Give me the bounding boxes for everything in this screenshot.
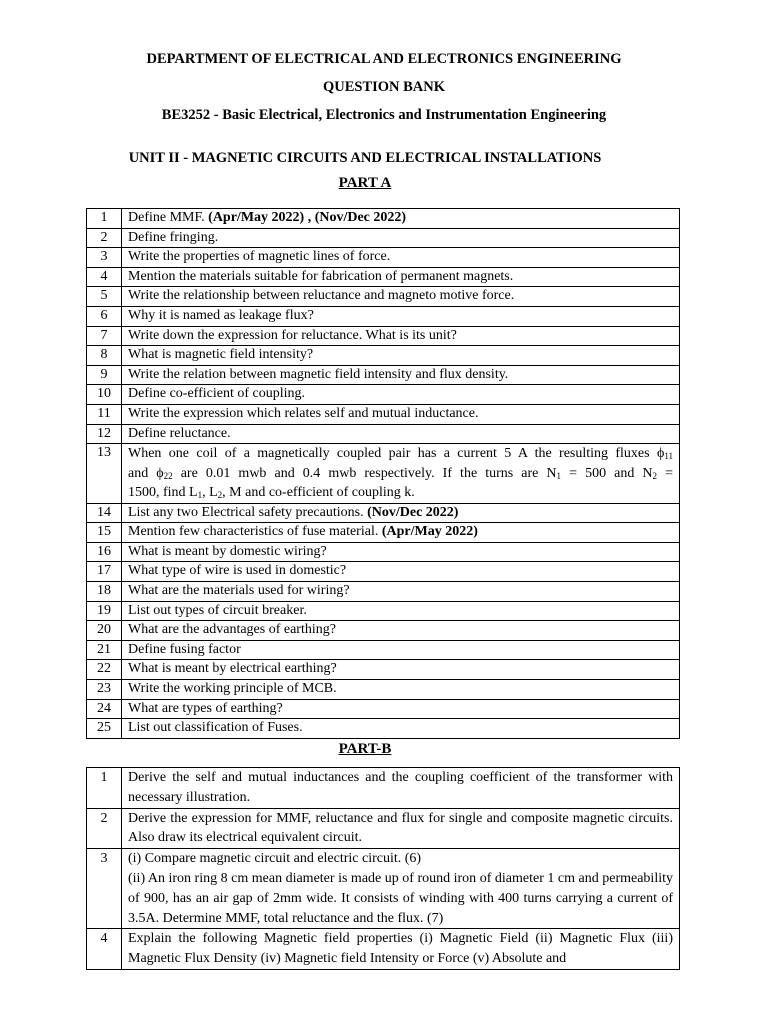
table-row — [87, 287, 680, 307]
question-text: Explain the following Magnetic field properties (i) Magnetic Field (ii) Magnetic Flux (iii) Magnetic Flux Density (iv) Magnetic field Intensity or Force (v) Absolute and — [122, 929, 680, 970]
question-label: Define MMF. — [128, 210, 209, 225]
table-row — [87, 248, 680, 268]
question-number: 1 — [87, 209, 122, 229]
question-label: What is meant by domestic wiring? — [128, 543, 327, 559]
part-b-heading: PART-B — [338, 741, 392, 757]
question-label: Write the properties of magnetic lines of force. — [128, 249, 391, 265]
question-text — [122, 621, 680, 641]
question-label: List out types of circuit breaker. — [128, 602, 307, 618]
question-text — [122, 660, 680, 680]
table-row — [87, 306, 680, 326]
question-text — [122, 719, 680, 739]
table-row — [87, 209, 680, 229]
question-text — [122, 267, 680, 287]
table-row — [87, 228, 680, 248]
table-row — [87, 404, 680, 424]
question-text — [122, 640, 680, 660]
question-number: 21 — [87, 640, 122, 660]
question-number: 15 — [87, 523, 122, 543]
question-text: Derive the self and mutual inductances and the coupling coefficient of the transformer with necessary illustration. — [122, 768, 680, 809]
question-number: 24 — [87, 699, 122, 719]
table-row — [87, 719, 680, 739]
question-number: 19 — [87, 601, 122, 621]
subscript: 1 — [197, 490, 203, 501]
question-number: 2 — [87, 228, 122, 248]
question-text — [122, 679, 680, 699]
course-heading: BE3252 - Basic Electrical, Electronics and Instrumentation Engineering — [161, 107, 607, 123]
question-number: 6 — [87, 306, 122, 326]
table-row — [87, 385, 680, 405]
question-text — [122, 542, 680, 562]
q13-text: and ϕ — [128, 465, 164, 481]
question-number: 5 — [87, 287, 122, 307]
question-label: List any two Electrical safety precautions. — [128, 504, 368, 520]
question-number: 8 — [87, 346, 122, 366]
question-number: 18 — [87, 582, 122, 602]
question-number: 25 — [87, 719, 122, 739]
question-number: 17 — [87, 562, 122, 582]
question-label: What is meant by electrical earthing? — [128, 661, 337, 677]
question-label: Mention the materials suitable for fabrication of permanent magnets. — [128, 268, 514, 284]
part-b-table — [86, 767, 680, 970]
question-text — [122, 385, 680, 405]
question-text — [122, 849, 680, 929]
subscript: 2 — [217, 490, 223, 501]
table-row — [87, 424, 680, 444]
question-part-ii: (ii) An iron ring 8 cm mean diameter is made up of round iron of diameter 1 cm and permeability of 900, has an air gap of 2mm wide. It consists of winding with 400 turns carrying a current of 3.5A. Determine MMF, total reluctance and the flux. (7) — [128, 870, 673, 926]
question-label: What is magnetic field intensity? — [128, 347, 314, 363]
question-number: 2 — [87, 808, 122, 849]
question-label: Mention few characteristics of fuse material. — [128, 524, 382, 540]
table-row — [87, 542, 680, 562]
question-label: Write the relationship between reluctance and magneto motive force. — [128, 288, 515, 304]
q13-text: , M and co-efficient of coupling k. — [222, 485, 415, 501]
table-row — [87, 849, 680, 929]
table-row — [87, 808, 680, 849]
question-text — [122, 404, 680, 424]
question-number: 3 — [87, 849, 122, 929]
exam-session-tag: (Nov/Dec 2022) — [367, 504, 459, 520]
question-number: 4 — [87, 267, 122, 287]
question-number: 13 — [87, 444, 122, 504]
question-label: Write the relation between magnetic field intensity and flux density. — [128, 366, 509, 382]
q13-text: , L — [202, 485, 218, 501]
question-label: What are the materials used for wiring? — [128, 583, 350, 598]
table-row — [87, 679, 680, 699]
table-row — [87, 326, 680, 346]
table-row — [87, 365, 680, 385]
question-number: 22 — [87, 660, 122, 680]
subscript: 1 — [556, 470, 562, 481]
q13-text: are 0.01 mwb and 0.4 mwb respectively. If the turns are N — [172, 465, 557, 481]
table-row — [87, 621, 680, 641]
q13-text: 1500, find L — [128, 485, 198, 501]
question-text — [122, 523, 680, 543]
part-a-table — [86, 208, 680, 739]
question-text — [122, 287, 680, 307]
table-row — [87, 523, 680, 543]
table-row — [87, 699, 680, 719]
q13-text: = — [657, 465, 673, 481]
question-label: Write down the expression for reluctance. What is its unit? — [128, 327, 457, 343]
table-row — [87, 601, 680, 621]
question-number: 1 — [87, 768, 122, 809]
exam-session-tag: (Apr/May 2022) , (Nov/Dec 2022) — [208, 210, 407, 225]
question-text — [122, 209, 680, 229]
question-label: List out classification of Fuses. — [128, 720, 303, 736]
question-label: What type of wire is used in domestic? — [128, 563, 347, 579]
table-row — [87, 768, 680, 809]
question-text — [122, 228, 680, 248]
table-row — [87, 660, 680, 680]
question-text — [122, 699, 680, 719]
question-text — [122, 346, 680, 366]
question-label: Write the expression which relates self and mutual inductance. — [128, 405, 479, 421]
table-row — [87, 503, 680, 523]
question-text — [122, 424, 680, 444]
question-text — [122, 601, 680, 621]
question-text — [122, 562, 680, 582]
question-text — [122, 248, 680, 268]
table-row — [87, 640, 680, 660]
question-number: 20 — [87, 621, 122, 641]
subscript: 11 — [664, 451, 673, 462]
question-number: 16 — [87, 542, 122, 562]
question-number: 23 — [87, 679, 122, 699]
question-text: Derive the expression for MMF, reluctance and flux for single and composite magnetic circuits. Also draw its electrical equivalent circuit. — [122, 808, 680, 849]
document-type-heading: QUESTION BANK — [322, 79, 446, 95]
table-row — [87, 444, 680, 504]
table-row — [87, 267, 680, 287]
question-part-i: (i) Compare magnetic circuit and electric circuit. (6) — [128, 851, 422, 867]
table-row — [87, 562, 680, 582]
question-label: Define fringing. — [128, 229, 219, 245]
question-text — [122, 365, 680, 385]
exam-session-tag: (Apr/May 2022) — [381, 524, 478, 540]
subscript: 2 — [652, 470, 658, 481]
table-row — [87, 929, 680, 970]
question-text — [122, 326, 680, 346]
question-text — [122, 306, 680, 326]
question-label: Define reluctance. — [128, 425, 231, 441]
question-number: 12 — [87, 424, 122, 444]
question-text — [122, 503, 680, 523]
q13-text: When one coil of a magnetically coupled pair has a current 5 A the resulting fluxes ϕ — [128, 446, 665, 462]
question-text — [122, 582, 680, 602]
question-number: 10 — [87, 385, 122, 405]
question-text — [122, 444, 680, 504]
question-number: 11 — [87, 404, 122, 424]
question-number: 3 — [87, 248, 122, 268]
part-a-heading: PART A — [338, 175, 392, 191]
table-row — [87, 582, 680, 602]
unit-heading: UNIT II - MAGNETIC CIRCUITS AND ELECTRICAL INSTALLATIONS — [128, 150, 602, 166]
q13-text: = 500 and N — [561, 465, 653, 481]
question-label: What are the advantages of earthing? — [128, 622, 336, 638]
question-number: 14 — [87, 503, 122, 523]
table-row — [87, 346, 680, 366]
question-number: 4 — [87, 929, 122, 970]
question-label: Define co-efficient of coupling. — [128, 386, 306, 402]
department-heading: DEPARTMENT OF ELECTRICAL AND ELECTRONICS ENGINEERING — [146, 51, 622, 67]
question-label: What are types of earthing? — [128, 700, 283, 716]
question-label: Write the working principle of MCB. — [128, 680, 337, 696]
subscript: 22 — [163, 470, 173, 481]
question-number: 7 — [87, 326, 122, 346]
question-label: Define fusing factor — [128, 641, 241, 657]
question-number: 9 — [87, 365, 122, 385]
question-label: Why it is named as leakage flux? — [128, 307, 314, 323]
